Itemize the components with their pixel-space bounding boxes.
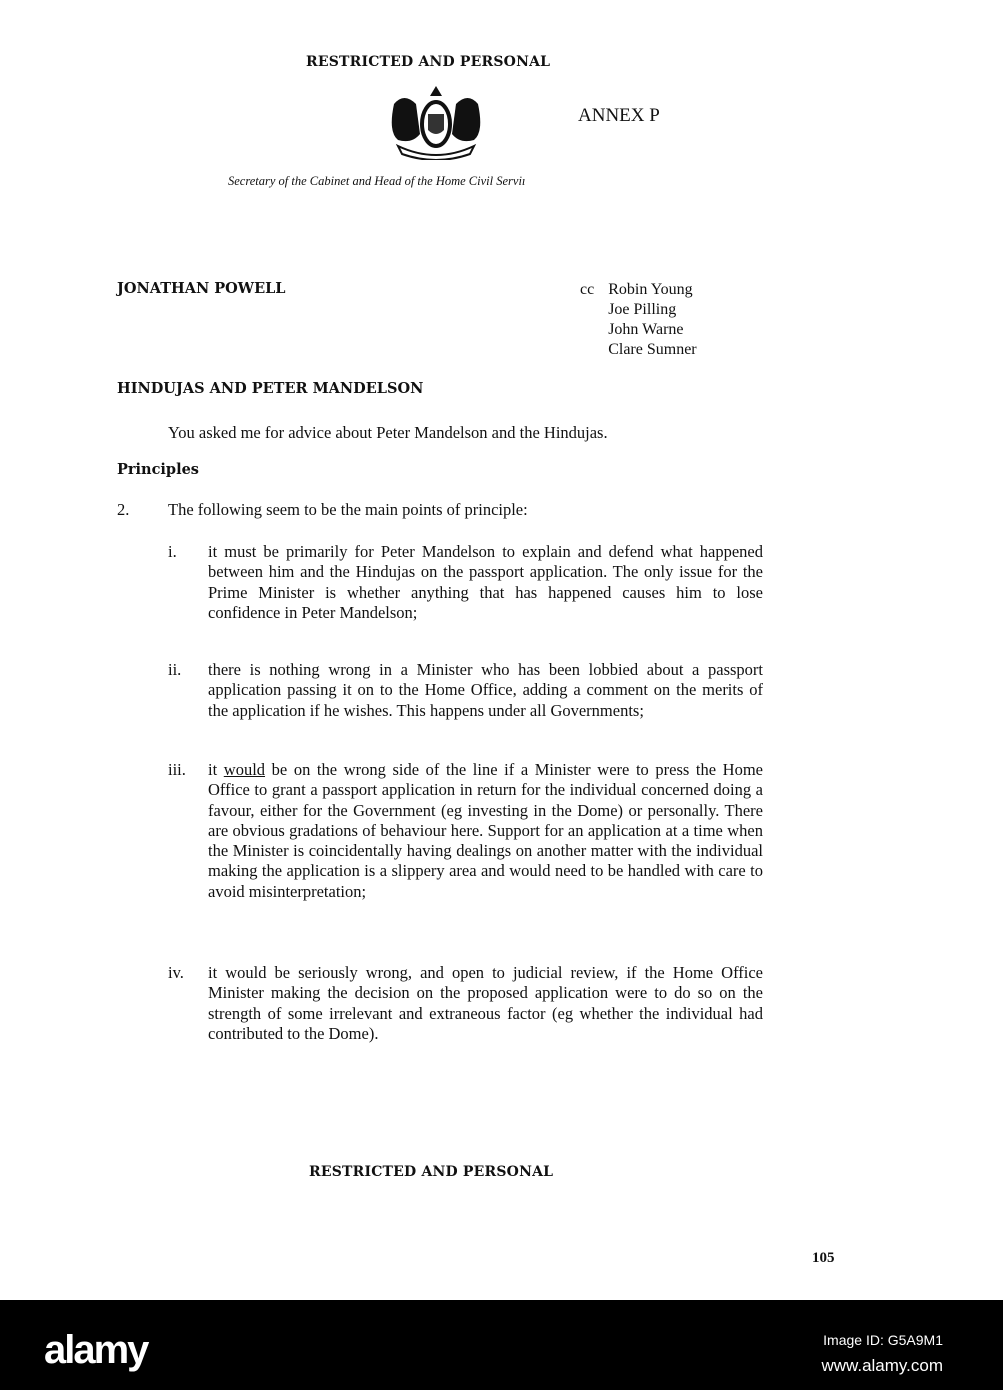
watermark-url: www.alamy.com bbox=[821, 1356, 943, 1375]
cc-recipient: Robin Young bbox=[608, 281, 693, 298]
alamy-logo: alamy bbox=[44, 1328, 148, 1372]
section-heading: Principles bbox=[117, 461, 199, 478]
addressee: JONATHAN POWELL bbox=[117, 280, 286, 297]
intro-paragraph: You asked me for advice about Peter Mandelson and the Hindujas. bbox=[168, 423, 608, 442]
item-number: ii. bbox=[168, 660, 182, 679]
cc-recipient: Clare Sumner bbox=[608, 341, 697, 358]
cc-recipient: John Warne bbox=[608, 321, 684, 338]
annex-label: ANNEX P bbox=[578, 105, 660, 126]
item-text: there is nothing wrong in a Minister who has been lobbied about a passport application passing it on to the Home Office, adding a comment on the merits of the application if he wishes. This happens under all Governments; bbox=[208, 660, 763, 720]
subject-heading: HINDUJAS AND PETER MANDELSON bbox=[117, 380, 424, 397]
classification-header: RESTRICTED AND PERSONAL bbox=[306, 54, 551, 70]
office-title: Secretary of the Cabinet and Head of the Home Civil Serviı bbox=[228, 174, 526, 188]
underlined-word: would bbox=[223, 760, 266, 779]
classification-footer: RESTRICTED AND PERSONAL bbox=[309, 1164, 554, 1180]
item-text-rest: be on the wrong side of the line if a Minister were to press the Home Office to grant a passport application in return for the individual concerned doing a favour, either for the Government (eg investing in the Dome) or personally. There are obvious gradations of behaviour here. Support for an application at a time when the Minister is coincidentally having dealings on another matter with the individual making the application is a slippery area and would need to be handled with care to avoid misinterpretation; bbox=[208, 760, 763, 901]
image-id: Image ID: G5A9M1 bbox=[823, 1332, 943, 1348]
paragraph-text: The following seem to be the main points of principle: bbox=[168, 500, 528, 519]
paragraph-number: 2. bbox=[117, 500, 130, 519]
cc-label: cc bbox=[580, 281, 595, 298]
item-number: iv. bbox=[168, 963, 184, 982]
item-number: iii. bbox=[168, 760, 186, 779]
item-text bbox=[208, 760, 763, 902]
item-number: i. bbox=[168, 542, 177, 561]
page-number: 105 bbox=[812, 1250, 835, 1266]
item-text-start: it bbox=[208, 760, 224, 779]
item-text: it must be primarily for Peter Mandelson to explain and defend what happened between him and the Hindujas on the passport application. The only issue for the Prime Minister is whether anything that has happened causes him to lose confidence in Peter Mandelson; bbox=[208, 542, 763, 622]
royal-crest-icon bbox=[386, 84, 486, 160]
item-text: it would be seriously wrong, and open to judicial review, if the Home Office Minister making the decision on the proposed application were to do so on the strength of some irrelevant and extraneous factor (eg whether the individual had contributed to the Dome). bbox=[208, 963, 763, 1043]
cc-recipient: Joe Pilling bbox=[608, 301, 677, 318]
cc-list bbox=[580, 280, 697, 360]
watermark-bar bbox=[0, 1300, 1003, 1390]
